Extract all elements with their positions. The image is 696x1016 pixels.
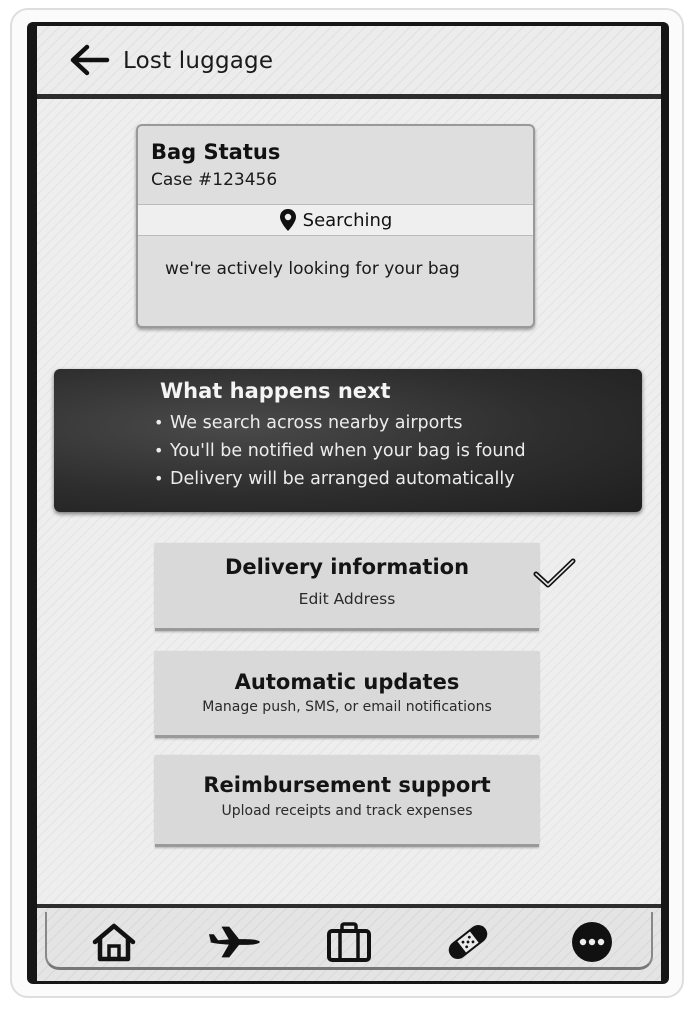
list-item: • We search across nearby airports bbox=[154, 413, 463, 433]
bottom-navigation-tray bbox=[45, 912, 653, 970]
nav-more[interactable] bbox=[565, 920, 619, 964]
home-icon bbox=[91, 922, 137, 962]
option-title: Delivery information bbox=[224, 555, 470, 579]
airplane-icon bbox=[208, 924, 262, 960]
list-item: • You'll be notified when your bag is found bbox=[154, 441, 526, 461]
bottom-navigation bbox=[37, 904, 661, 981]
next-steps-list bbox=[154, 409, 526, 493]
top-app-bar bbox=[37, 26, 661, 99]
nav-baggage[interactable] bbox=[322, 920, 376, 964]
location-pin-icon bbox=[279, 208, 297, 232]
option-subtitle: Upload receipts and track expenses bbox=[221, 803, 473, 819]
automatic-updates-button[interactable] bbox=[155, 651, 539, 738]
page-title: Lost luggage bbox=[123, 48, 274, 74]
case-number: Case #123456 bbox=[151, 170, 278, 190]
option-title: Reimbursement support bbox=[203, 773, 491, 797]
status-indicator bbox=[138, 204, 533, 236]
option-subtitle: Manage push, SMS, or email notifications bbox=[202, 699, 492, 715]
delivery-information-button[interactable] bbox=[155, 543, 539, 631]
option-subtitle: Edit Address bbox=[298, 590, 396, 608]
option-title: Automatic updates bbox=[234, 670, 460, 694]
luggage-icon bbox=[325, 921, 373, 963]
back-arrow-icon bbox=[67, 42, 111, 78]
status-description: we're actively looking for your bag bbox=[165, 259, 460, 279]
next-steps-panel bbox=[54, 369, 642, 512]
next-steps-title: What happens next bbox=[160, 379, 391, 403]
status-label: Searching bbox=[302, 209, 393, 231]
reimbursement-support-button[interactable] bbox=[155, 755, 539, 847]
bag-status-title: Bag Status bbox=[151, 140, 281, 164]
app-screen bbox=[37, 26, 661, 981]
nav-flights[interactable] bbox=[208, 920, 262, 964]
nav-home[interactable] bbox=[87, 920, 141, 964]
device-frame bbox=[27, 22, 669, 984]
back-button[interactable] bbox=[67, 42, 111, 78]
bag-status-card bbox=[136, 124, 535, 328]
list-item: • Delivery will be arranged automatically bbox=[154, 469, 515, 489]
nav-claims[interactable] bbox=[441, 920, 495, 964]
bandage-icon bbox=[443, 922, 493, 962]
more-icon bbox=[570, 920, 614, 964]
checkmark-icon bbox=[533, 558, 577, 590]
